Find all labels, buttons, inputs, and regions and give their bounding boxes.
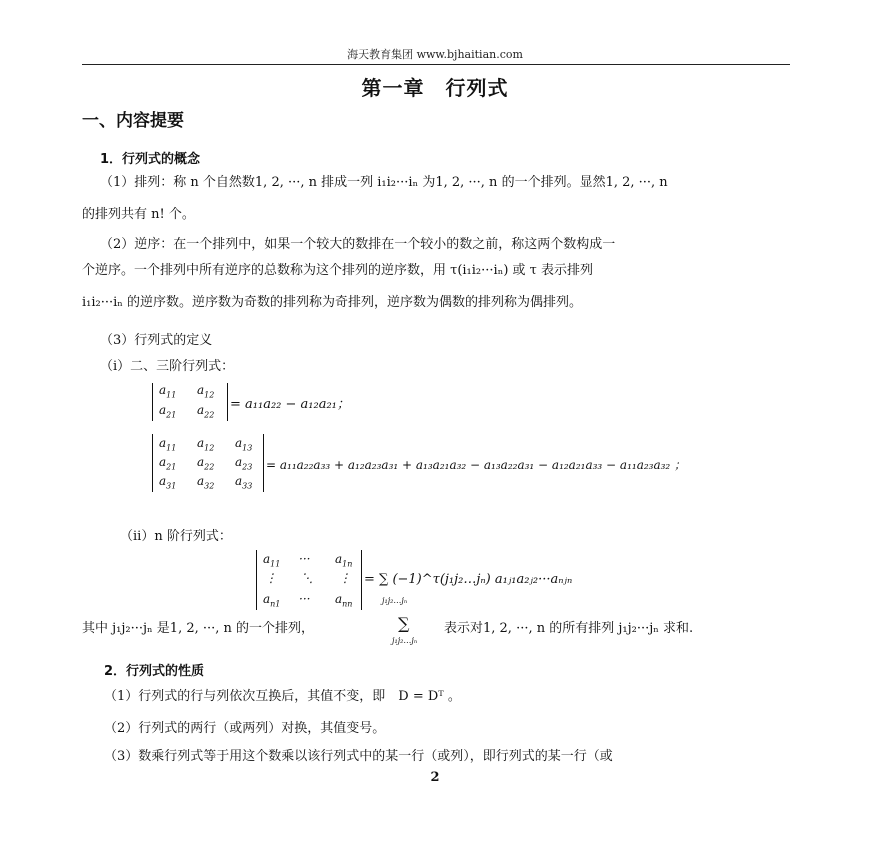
detn-cell: ⋮ — [339, 571, 351, 585]
subsection-title-properties: 2．行列式的性质 — [104, 664, 205, 679]
detn-cell: ··· — [299, 592, 311, 606]
det3-cell: $a_{11}$ — [159, 436, 177, 453]
det2-cell: $a_{11}$ — [159, 383, 177, 400]
property-2: （2）行列式的两行（或两列）对换，其值变号。 — [104, 721, 386, 736]
det3-cell: $a_{31}$ — [159, 474, 177, 491]
detn-cell: $a_{n1}$ — [263, 592, 281, 609]
permutation-line-1: （1）排列：称 n 个自然数1, 2, ···, n 排成一列 i₁i₂···iₙ 为1, 2, ···, n 的一个排列。显然1, 2, ···, n — [100, 175, 668, 190]
where-clause-suffix: 表示对1, 2, ···, n 的所有排列 j₁j₂···jₙ 求和. — [444, 621, 694, 636]
determinant-nxn — [256, 550, 362, 610]
det3-cell: $a_{21}$ — [159, 455, 177, 472]
detn-cell: ··· — [299, 552, 311, 566]
detn-cell: $a_{nn}$ — [335, 592, 353, 609]
property-1: （1）行列式的行与列依次互换后，其值不变，即 D = Dᵀ 。 — [104, 689, 461, 704]
definition-title: （3）行列式的定义 — [100, 333, 213, 348]
detn-cell: ⋮ — [265, 571, 277, 585]
detn-expansion: = ∑ (−1)^τ(j₁j₂…jₙ) a₁ⱼ₁a₂ⱼ₂···aₙⱼₙ — [364, 572, 573, 587]
inversion-line-3: i₁i₂···iₙ 的逆序数。逆序数为奇数的排列称为奇排列，逆序数为偶数的排列称为偶排列。 — [82, 295, 583, 310]
detn-cell: $a_{11}$ — [263, 552, 281, 569]
inversion-line-2: 个逆序。一个排列中所有逆序的总数称为这个排列的逆序数，用 τ(i₁i₂···iₙ) 或 τ 表示排列 — [82, 263, 593, 278]
det3-cell: $a_{33}$ — [235, 474, 253, 491]
det2-cell: $a_{21}$ — [159, 403, 177, 420]
header-rule — [82, 64, 790, 65]
inversion-line-1: （2）逆序：在一个排列中，如果一个较大的数排在一个较小的数之前，称这两个数构成一 — [100, 237, 616, 252]
chapter-title: 第一章 行列式 — [361, 76, 509, 100]
property-3: （3）数乘行列式等于用这个数乘以该行列式中的某一行（或列），即行列式的某一行（或 — [104, 749, 613, 764]
nth-order-title: （ii）n 阶行列式： — [120, 529, 232, 544]
section-title: 一、内容提要 — [82, 111, 184, 131]
det3-expansion: = a₁₁a₂₂a₃₃ + a₁₂a₂₃a₃₁ + a₁₃a₂₁a₃₂ − a₁₃a₂₂a₃₁ − a₁₂a₂₁a₃₃ − a₁₁a₂₃a₃₂ ； — [266, 458, 687, 472]
permutation-line-2: 的排列共有 n! 个。 — [82, 207, 195, 222]
det3-cell: $a_{13}$ — [235, 436, 253, 453]
running-header: 海天教育集团 www.bjhaitian.com — [347, 48, 523, 61]
det3-cell: $a_{12}$ — [197, 436, 215, 453]
det2-expansion: = a₁₁a₂₂ − a₁₂a₂₁； — [230, 397, 350, 412]
subsection-title-concept: 1．行列式的概念 — [100, 152, 201, 167]
where-clause-prefix: 其中 j₁j₂···jₙ 是1, 2, ···, n 的一个排列， — [82, 621, 315, 636]
second-third-order-title: （i）二、三阶行列式： — [100, 359, 235, 374]
det2-cell: $a_{12}$ — [197, 383, 215, 400]
detn-cell: ⋱ — [301, 571, 313, 585]
det2-cell: $a_{22}$ — [197, 403, 215, 420]
page-number: 2 — [430, 770, 440, 785]
determinant-2x2 — [152, 383, 228, 421]
detn-sum-subscript: j₁j₂…jₙ — [382, 596, 408, 605]
sum-symbol-inline: ∑ — [398, 614, 410, 633]
det3-cell: $a_{23}$ — [235, 455, 253, 472]
det3-cell: $a_{22}$ — [197, 455, 215, 472]
det3-cell: $a_{32}$ — [197, 474, 215, 491]
inline-sum-subscript: j₁j₂…jₙ — [392, 636, 418, 645]
detn-cell: $a_{1n}$ — [335, 552, 353, 569]
determinant-3x3 — [152, 434, 264, 492]
